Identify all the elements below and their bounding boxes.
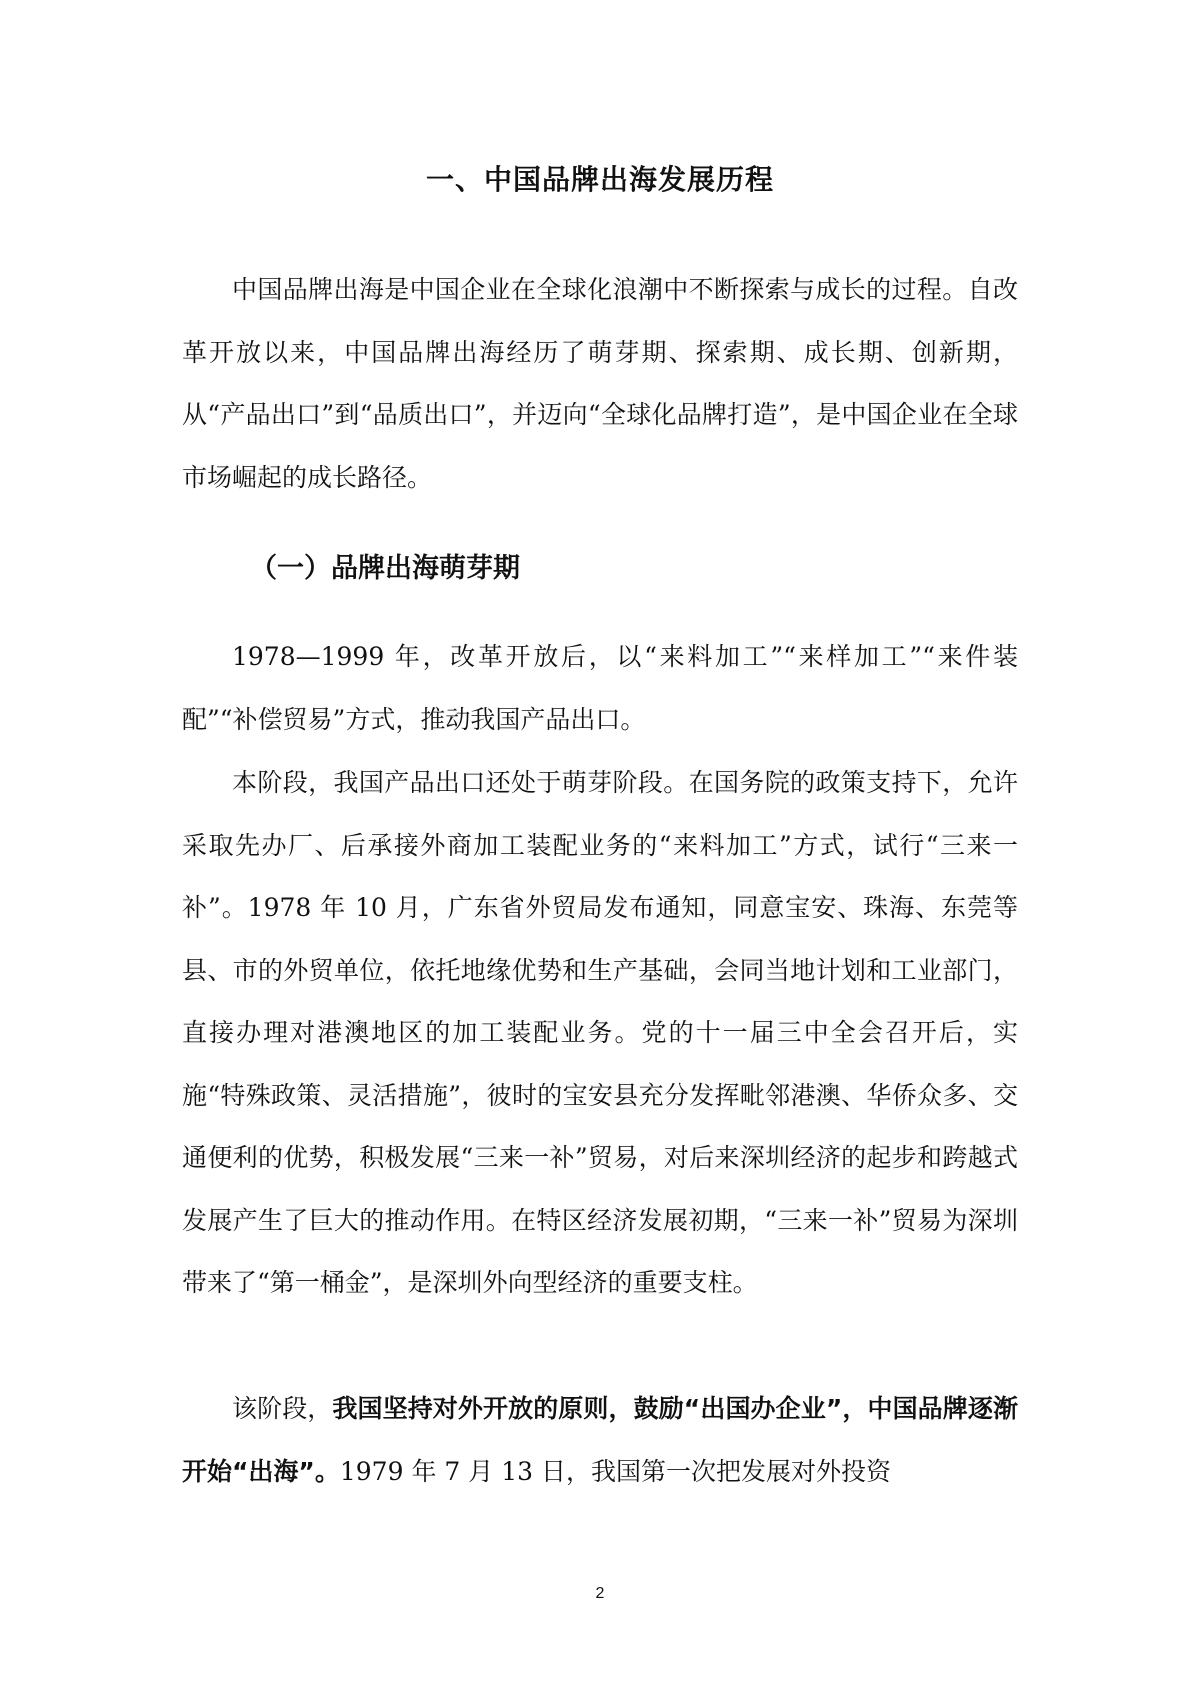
section-title: 一、中国品牌出海发展历程 xyxy=(425,163,774,196)
paragraph-3-bold: 我国坚持对外开放的原则，鼓励“出国办企业”，中国品牌逐渐开始“出海”。 xyxy=(182,1394,1018,1486)
intro-paragraph: 中国品牌出海是中国企业在全球化浪潮中不断探索与成长的过程。自改革开放以来，中国品牌出海经历了萌芽期、探索期、成长期、创新期，从“产品出口”到“品质出口”，并迈向“全球化品牌打造”，是中国企业在全球市场崛起的成长路径。 xyxy=(182,275,1018,492)
paragraph-3-lead: 该阶段， xyxy=(232,1394,333,1423)
paragraph-1: 1978—1999 年，改革开放后，以“来料加工”“来样加工”“来件装配”“补偿贸易”方式，推动我国产品出口。 xyxy=(182,642,1018,734)
paragraph-2: 本阶段，我国产品出口还处于萌芽阶段。在国务院的政策支持下，允许采取先办厂、后承接外商加工装配业务的“来料加工”方式，试行“三来一补”。1978 年 10 月，广东省外贸局发布通知，同意宝安、珠海、东莞等县、市的外贸单位，依托地缘优势和生产基础，会同当地计划和工业部门，直接办理对港澳地区的加工装配业务。党的十一届三中全会召开后，实施“特殊政策、灵活措施”，彼时的宝安县充分发挥毗邻港澳、华侨众多、交通便利的优势，积极发展“三来一补”贸易，对后来深圳经济的起步和跨越式发展产生了巨大的推动作用。在特区经济发展初期，“三来一补”贸易为深圳带来了“第一桶金”，是深圳外向型经济的重要支柱。 xyxy=(182,768,1018,1297)
paragraph-3-rest: 1979 年 7 月 13 日，我国第一次把发展对外投资 xyxy=(339,1456,891,1486)
page-number: 2 xyxy=(595,1585,605,1602)
subsection-title: （一）品牌出海萌芽期 xyxy=(250,553,520,584)
paragraph-3 xyxy=(182,1378,1018,1503)
